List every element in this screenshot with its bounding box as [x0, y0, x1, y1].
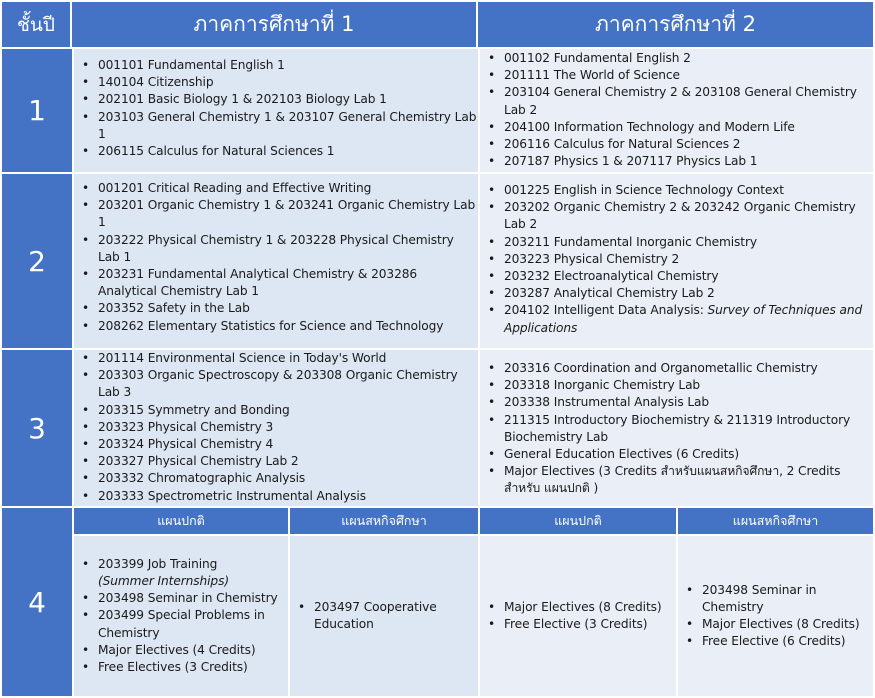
- course-item: • 203231 Fundamental Analytical Chemistry & 203286 Analytical Chemistry Lab 1: [98, 266, 478, 300]
- course-list: [480, 599, 676, 633]
- course-item: • 202101 Basic Biology 1 & 202103 Biology Lab 1: [98, 91, 478, 108]
- course-item: • 204100 Information Technology and Modern Life: [504, 119, 873, 136]
- year-2-sem-1-cell: [72, 174, 478, 350]
- course-item: • 140104 Citizenship: [98, 74, 478, 91]
- y4-sem1-normal-plan-header: แผนปกติ: [72, 508, 288, 536]
- year-1-sem-2-cell: [478, 49, 873, 174]
- course-item: • 203287 Analytical Chemistry Lab 2: [504, 285, 873, 302]
- course-item: • 207187 Physics 1 & 207117 Physics Lab 1: [504, 153, 873, 170]
- course-item: • 203498 Seminar in Chemistry: [702, 582, 873, 616]
- course-item: • 001201 Critical Reading and Effective Writing: [98, 180, 478, 197]
- course-item: • Major Electives (8 Credits): [504, 599, 676, 616]
- semester-1-header: ภาคการศึกษาที่ 1: [72, 2, 478, 47]
- course-list: [480, 360, 873, 498]
- course-item: • 203223 Physical Chemistry 2: [504, 251, 873, 268]
- course-subtitle: (Summer Internships): [98, 573, 229, 588]
- y4-sem2-normal-plan-header: แผนปกติ: [478, 508, 676, 536]
- course-item: [98, 556, 288, 590]
- course-item: • 203333 Spectrometric Instrumental Analysis: [98, 488, 478, 505]
- course-item: • 211315 Introductory Biochemistry & 211319 Introductory Biochemistry Lab: [504, 412, 873, 446]
- course-item: • Free Electives (3 Credits): [98, 659, 288, 676]
- course-item: • 206116 Calculus for Natural Sciences 2: [504, 136, 873, 153]
- course-list: [74, 180, 478, 335]
- course-item: • 203303 Organic Spectroscopy & 203308 Organic Chemistry Lab 3: [98, 367, 478, 401]
- course-item: • 203222 Physical Chemistry 1 & 203228 Physical Chemistry Lab 1: [98, 232, 478, 266]
- course-item: • 203318 Inorganic Chemistry Lab: [504, 377, 873, 394]
- course-list: [678, 582, 873, 651]
- course-list: [74, 556, 288, 676]
- course-item: • 208262 Elementary Statistics for Science and Technology: [98, 318, 478, 335]
- semester-2-header: ภาคการศึกษาที่ 2: [478, 2, 873, 47]
- y4-sem1-coop-cell: [288, 536, 478, 696]
- course-item: • 203201 Organic Chemistry 1 & 203241 Organic Chemistry Lab 1: [98, 197, 478, 231]
- y4-sem1-normal-cell: [72, 536, 288, 696]
- year-2-sem-2-cell: [478, 174, 873, 350]
- course-item: • Major Electives (4 Credits): [98, 642, 288, 659]
- year-label-1: 1: [2, 49, 72, 174]
- course-item: • 001101 Fundamental English 1: [98, 57, 478, 74]
- y4-sem2-normal-cell: [478, 536, 676, 696]
- y4-sem2-coop-plan-header: แผนสหกิจศึกษา: [676, 508, 873, 536]
- course-item: • 203211 Fundamental Inorganic Chemistry: [504, 234, 873, 251]
- y4-sem2-coop-cell: [676, 536, 873, 696]
- course-item: • 203232 Electroanalytical Chemistry: [504, 268, 873, 285]
- year-label-4: 4: [2, 508, 72, 696]
- year-3-sem-1-cell: [72, 350, 478, 508]
- course-item: • 203324 Physical Chemistry 4: [98, 436, 478, 453]
- course-item: • 203202 Organic Chemistry 2 & 203242 Organic Chemistry Lab 2: [504, 199, 873, 233]
- curriculum-table: [2, 2, 873, 696]
- course-item: • 001102 Fundamental English 2: [504, 50, 873, 67]
- course-code-title: 204102 Intelligent Data Analysis:: [504, 303, 708, 318]
- course-subtitle: Survey of Techniques and Applications: [504, 303, 863, 335]
- course-item: • Major Electives (8 Credits): [702, 616, 873, 633]
- course-item: • 203103 General Chemistry 1 & 203107 General Chemistry Lab 1: [98, 109, 478, 143]
- year-label-3: 3: [2, 350, 72, 508]
- course-list: [480, 182, 873, 337]
- course-list: [480, 50, 873, 170]
- course-item: • 203327 Physical Chemistry Lab 2: [98, 453, 478, 470]
- year-1-sem-1-cell: [72, 49, 478, 174]
- course-item: • Free Elective (3 Credits): [504, 616, 676, 633]
- y4-sem1-coop-plan-header: แผนสหกิจศึกษา: [288, 508, 478, 536]
- course-item: • Major Electives (3 Credits สำหรับแผนสหกิจศึกษา, 2 Credits สำหรับ แผนปกติ ): [504, 463, 873, 497]
- course-item: • Free Elective (6 Credits): [702, 633, 873, 650]
- course-item: • General Education Electives (6 Credits): [504, 446, 873, 463]
- course-item: • 203338 Instrumental Analysis Lab: [504, 394, 873, 411]
- course-item: [504, 302, 873, 336]
- course-item: • 203497 Cooperative Education: [314, 599, 478, 633]
- course-item: • 203498 Seminar in Chemistry: [98, 590, 288, 607]
- course-item: • 203323 Physical Chemistry 3: [98, 419, 478, 436]
- course-code-title: 203399 Job Training: [98, 556, 218, 571]
- year-column-header: ชั้นปี: [2, 2, 72, 47]
- course-list: [74, 57, 478, 160]
- course-item: • 203499 Special Problems in Chemistry: [98, 607, 288, 641]
- course-list: [74, 350, 478, 505]
- course-item: • 201111 The World of Science: [504, 67, 873, 84]
- course-item: • 203316 Coordination and Organometallic Chemistry: [504, 360, 873, 377]
- year-label-2: 2: [2, 174, 72, 350]
- course-list: [290, 599, 478, 633]
- course-item: • 001225 English in Science Technology Context: [504, 182, 873, 199]
- course-item: • 203332 Chromatographic Analysis: [98, 470, 478, 487]
- course-item: • 206115 Calculus for Natural Sciences 1: [98, 143, 478, 160]
- course-item: • 201114 Environmental Science in Today's World: [98, 350, 478, 367]
- year-3-sem-2-cell: [478, 350, 873, 508]
- course-item: • 203315 Symmetry and Bonding: [98, 402, 478, 419]
- course-item: • 203104 General Chemistry 2 & 203108 General Chemistry Lab 2: [504, 84, 873, 118]
- course-item: • 203352 Safety in the Lab: [98, 300, 478, 317]
